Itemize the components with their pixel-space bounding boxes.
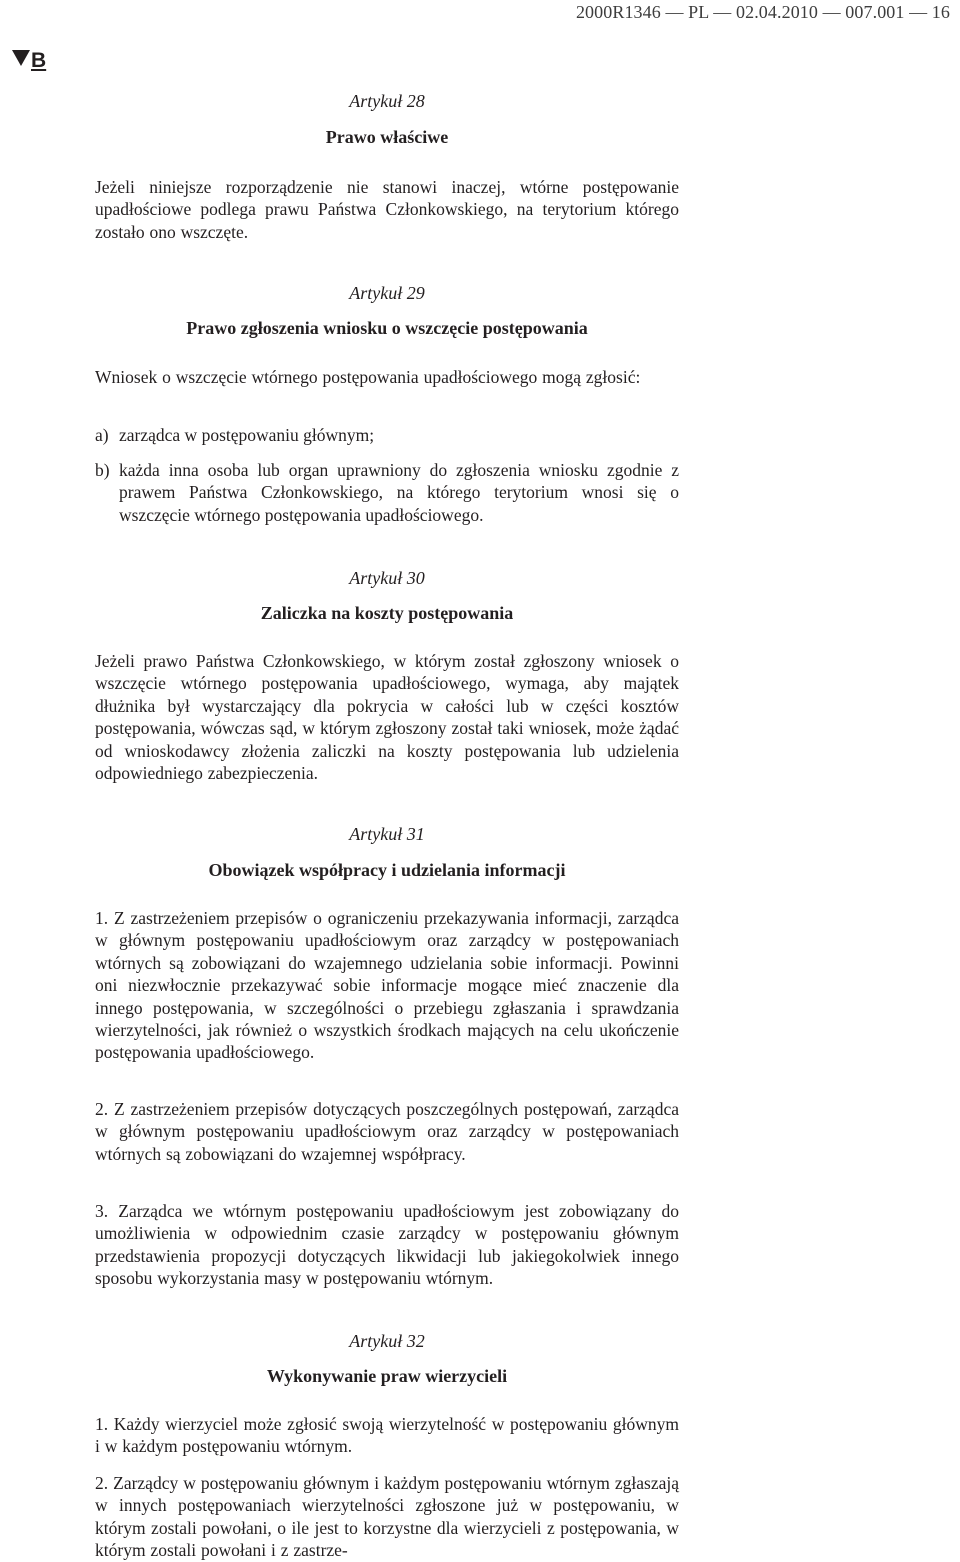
article-32-paragraph-2: 2. Zarządcy w postępowaniu głównym i każdym postępowaniu wtórnym zgłaszają w innych postępowaniach wierzytelności zgłoszone już w postępowaniu, w którym zostali powołani, o ile jest to korzystne dla wierzycieli z postępowania, w którym zostali powołani i z zastrze- [95,1473,679,1561]
article-30-number: Artykuł 30 [349,568,425,588]
article-29-number: Artykuł 29 [349,283,425,303]
article-29-title: Prawo zgłoszenia wniosku o wszczęcie postępowania [186,318,588,338]
amendment-marker [12,49,46,73]
article-28-title: Prawo właściwe [325,127,449,147]
article-28-paragraph: Jeżeli niniejsze rozporządzenie nie stanowi inaczej, wtórne postępowanie upadłościowe podlega prawu Państwa Członkowskiego, na terytorium którego zostało ono wszczęte. [95,177,679,242]
running-header: 2000R1346 — PL — 02.04.2010 — 007.001 — 16 [575,2,950,22]
article-31-title: Obowiązek współpracy i udzielania informacji [208,860,566,880]
article-32-number: Artykuł 32 [349,1331,425,1351]
list-item-label: a) [95,425,109,445]
article-29-item-b [95,459,679,526]
article-31-paragraph-2: 2. Z zastrzeżeniem przepisów dotyczących poszczególnych postępowań, zarządca w głównym postępowaniu upadłościowym oraz zarządcy w postępowaniach wtórnych są zobowiązani do wzajemnej współpracy. [95,1099,679,1164]
article-31-number: Artykuł 31 [349,824,425,844]
article-32-paragraph-1: 1. Każdy wierzyciel może zgłosić swoją wierzytelność w postępowaniu głównym i w każdym postępowaniu wtórnym. [95,1414,679,1457]
article-29-item-a [95,424,679,446]
triangle-down-icon [12,50,30,66]
list-item-label: b) [95,460,110,480]
article-29-intro: Wniosek o wszczęcie wtórnego postępowania upadłościowego mogą zgłosić: [95,367,641,387]
article-32-title: Wykonywanie praw wierzycieli [266,1366,508,1386]
article-30-title: Zaliczka na koszty postępowania [260,603,514,623]
amendment-marker-letter: B [31,49,47,72]
list-item-text: zarządca w postępowaniu głównym; [119,425,375,445]
article-31-paragraph-1: 1. Z zastrzeżeniem przepisów o ograniczeniu przekazywania informacji, zarządca w głównym postępowaniu upadłościowym oraz zarządcy w postępowaniach wtórnych są zobowiązani do wzajemnego udzielania sobie informacji. Powinni oni niezwłocznie przekazywać sobie informacje mogące mieć znaczenie dla innego postępowania, w szczególności o przebiegu zgłaszania i sprawdzania wierzytelności, jak również o wszystkich środkach mających na celu ukończenie postępowania upadłościowego. [95,908,679,1063]
list-item-text: każda inna osoba lub organ uprawniony do zgłoszenia wniosku zgodnie z prawem Państwa Członkowskiego, na którego terytorium wnosi się o wszczęcie wtórnego postępowania upadłościowego. [119,460,679,525]
article-28-number: Artykuł 28 [349,91,425,111]
article-31-paragraph-3: 3. Zarządca we wtórnym postępowaniu upadłościowym jest zobowiązany do umożliwienia w odpowiednim czasie zarządcy w postępowaniu głównym przedstawienia propozycji dotyczących likwidacji lub jakiegokolwiek innego sposobu wykorzystania masy w postępowaniu wtórnym. [95,1201,679,1289]
article-30-paragraph: Jeżeli prawo Państwa Członkowskiego, w którym został zgłoszony wniosek o wszczęcie wtórnego postępowania upadłościowego, wymaga, aby majątek dłużnika był wystarczający dla pokrycia w całości lub w części kosztów postępowania, wówczas sąd, w którym zgłoszony został taki wniosek, może żądać od wnioskodawcy złożenia zaliczki na koszty postępowania lub udzielenia odpowiedniego zabezpieczenia. [95,651,679,784]
